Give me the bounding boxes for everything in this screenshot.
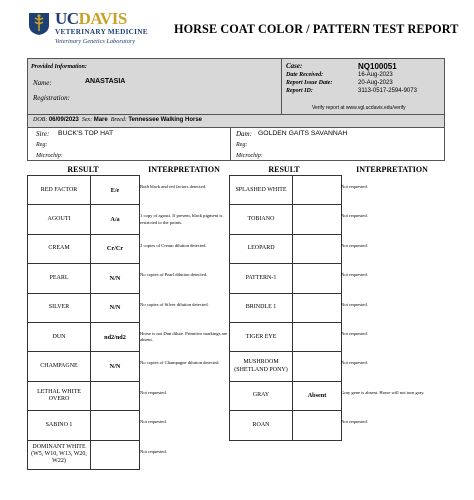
interpretation-text: 2 copies of Cream dilution detected. — [140, 242, 207, 248]
gene-name: PEARL — [28, 264, 91, 293]
genotype-value — [293, 293, 342, 322]
table-row — [230, 322, 342, 351]
table-row — [28, 234, 140, 263]
genotype-value — [293, 411, 342, 440]
genotype-value — [293, 264, 342, 293]
gene-name: TOBIANO — [230, 205, 293, 234]
interpretation-text: Not requested. — [140, 448, 167, 454]
gene-name: LETHAL WHITE OVERO — [28, 381, 91, 410]
genotype-value — [91, 381, 140, 410]
interpretation-text: Not requested. — [341, 419, 368, 425]
genotype-value: N/N — [91, 264, 140, 293]
table-row — [230, 176, 342, 205]
table-row — [28, 352, 140, 381]
report-issue-label: Report Issue Date: — [286, 80, 333, 86]
interpretation-text: Horse is not Dun dilute. Primitive markings are absent. — [140, 331, 228, 343]
report-title: HORSE COAT COLOR / PATTERN TEST REPORT — [174, 22, 459, 36]
gene-name: CREAM — [28, 234, 91, 263]
sire-reg-label: Reg: — [36, 142, 48, 148]
sire-microchip-label: Microchip: — [36, 153, 63, 159]
name-label: Name: — [33, 79, 52, 87]
gene-name: DOMINANT WHITE (W5, W10, W13, W20, W22) — [28, 440, 91, 469]
table-row — [28, 411, 140, 440]
report-issue-date: 20-Aug-2023 — [358, 80, 393, 86]
gene-name: ROAN — [230, 411, 293, 440]
genotype-value: Cr/Cr — [91, 234, 140, 263]
gene-name: LEOPARD — [230, 234, 293, 263]
dam-name: GOLDEN GAITS SAVANNAH — [258, 130, 348, 137]
interpretation-text: Both black and red factors detected. — [140, 184, 207, 189]
genotype-value: Absent — [293, 381, 342, 410]
dam-reg-label: Reg: — [236, 142, 248, 148]
table-row — [230, 381, 342, 410]
interpretation-text: Not requested. — [341, 213, 368, 219]
table-row — [28, 205, 140, 234]
case-label: Case: — [286, 62, 303, 70]
genotype-value — [293, 176, 342, 205]
genotype-value — [293, 352, 342, 381]
case-number: NQ100051 — [358, 62, 397, 71]
lab-name: Veterinary Genetics Laboratory — [55, 38, 136, 45]
genotype-value: N/N — [91, 293, 140, 322]
genotype-value: A/a — [91, 205, 140, 234]
genotype-value: E/e — [91, 176, 140, 205]
gene-name: CHAMPAGNE — [28, 352, 91, 381]
table-row — [230, 205, 342, 234]
genotype-value — [91, 411, 140, 440]
table-row — [28, 440, 140, 469]
gene-name: SPLASHED WHITE — [230, 176, 293, 205]
gene-name: DUN — [28, 322, 91, 351]
table-row — [230, 264, 342, 293]
left-interpretation-header: INTERPRETATION — [148, 165, 220, 174]
registration-label: Registration: — [33, 94, 70, 102]
dam-microchip-label: Microchip: — [236, 153, 263, 159]
veterinary-medicine-label: VETERINARY MEDICINE — [55, 28, 148, 36]
gene-name: RED FACTOR — [28, 176, 91, 205]
table-row — [230, 352, 342, 381]
interpretation-text: No copies of Silver dilution detected. — [140, 301, 209, 307]
gene-name: AGOUTI — [28, 205, 91, 234]
genotype-value — [293, 234, 342, 263]
right-result-header: RESULT — [268, 165, 300, 174]
dam-label: Dam: — [236, 130, 252, 138]
genotype-value — [293, 322, 342, 351]
table-row — [230, 234, 342, 263]
sire-label: Sire: — [36, 130, 50, 138]
interpretation-text: Not requested. — [341, 331, 368, 336]
right-results-table — [229, 175, 342, 441]
interpretation-text: Not requested. — [341, 184, 368, 189]
horse-name: ANASTASIA — [85, 78, 126, 85]
gene-name: MUSHROOM (SHETLAND PONY) — [230, 352, 293, 381]
interpretation-text: Not requested. — [341, 272, 368, 278]
genotype-value — [91, 440, 140, 469]
date-received-label: Date Received: — [286, 72, 324, 78]
interpretation-text: No copies of Pearl dilution detected. — [140, 272, 208, 278]
interpretation-text: Not requested. — [341, 360, 368, 366]
table-row — [230, 293, 342, 322]
table-row — [28, 264, 140, 293]
verify-link[interactable]: Verify report at www.vgl.ucdavis.edu/verify — [312, 105, 406, 111]
gene-name: BRINDLE 1 — [230, 293, 293, 322]
gene-name: TIGER EYE — [230, 322, 293, 351]
interpretation-text: Not requested. — [341, 301, 368, 307]
sire-name: BUCK'S TOP HAT — [58, 130, 114, 137]
interpretation-text: No copies of Champagne dilution detected. — [140, 360, 220, 366]
table-row — [28, 322, 140, 351]
provided-info-label: Provided Information: — [31, 64, 87, 70]
report-id: 3113-0517-2594-9073 — [358, 88, 417, 94]
right-interpretation-header: INTERPRETATION — [356, 165, 428, 174]
gene-name: SABINO 1 — [28, 411, 91, 440]
report-id-label: Report ID: — [286, 88, 313, 94]
interpretation-text: Not requested. — [140, 419, 167, 425]
interpretation-text: Not requested. — [341, 242, 368, 248]
interpretation-text: Gray gene is absent. Horse will not turn gray. — [341, 389, 425, 395]
interpretation-text: 1 copy of agouti. If present, black pigment is restricted to the points. — [140, 213, 223, 225]
interpretation-text: Not requested. — [140, 389, 167, 395]
gene-name: GRAY — [230, 381, 293, 410]
table-row — [230, 411, 342, 440]
genotype-value: N/N — [91, 352, 140, 381]
ucdavis-shield-icon — [28, 12, 50, 36]
gene-name: SILVER — [28, 293, 91, 322]
table-row — [28, 381, 140, 410]
gene-name: PATTERN-1 — [230, 264, 293, 293]
dob-line: DOB: 06/09/2023 Sex: Mare Breed: Tennessee Walking Horse — [33, 117, 203, 123]
left-results-table — [27, 175, 140, 470]
date-received: 16-Aug-2023 — [358, 72, 393, 78]
genotype-value — [293, 205, 342, 234]
table-row — [28, 293, 140, 322]
genotype-value: nd2/nd2 — [91, 322, 140, 351]
uc-davis-logo: UCDAVIS — [55, 9, 127, 28]
table-row — [28, 176, 140, 205]
left-result-header: RESULT — [67, 165, 99, 174]
